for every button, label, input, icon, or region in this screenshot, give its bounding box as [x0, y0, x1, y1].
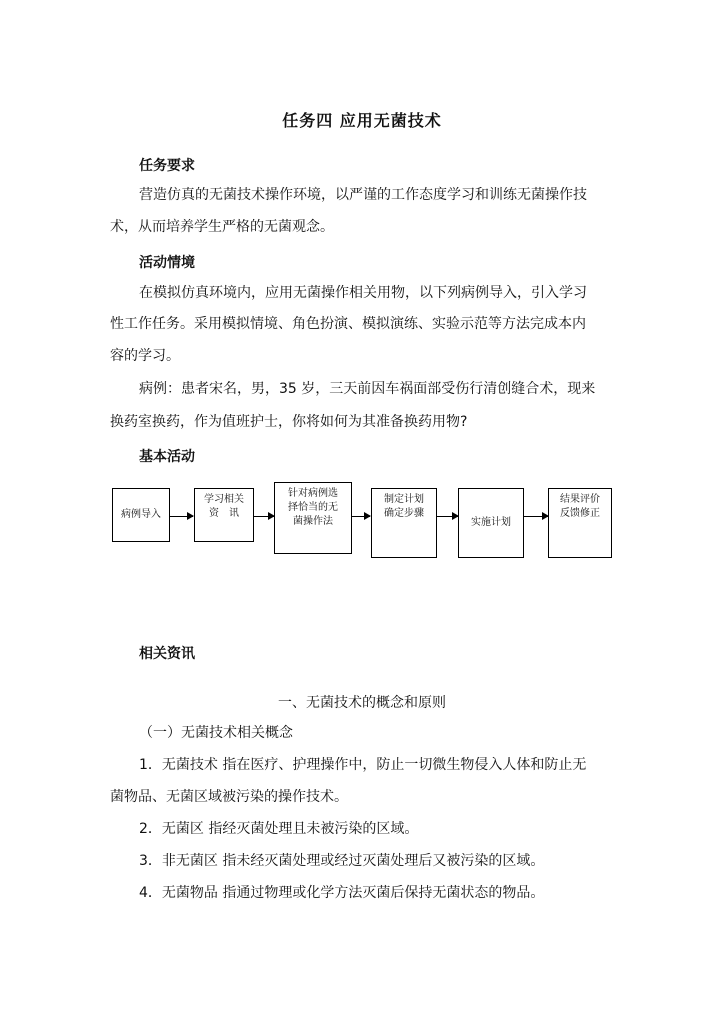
concept-item-4: 4．无菌物品 指通过物理或化学方法灭菌后保持无菌状态的物品。: [139, 885, 545, 901]
heading-info: 相关资讯: [139, 646, 195, 662]
flow-step-4-label: 制定计划 确定步骤: [384, 494, 424, 519]
flow-step-2: [194, 488, 254, 542]
flow-arrow-1: [170, 516, 193, 517]
info-subtitle: 一、无菌技术的概念和原则: [278, 695, 446, 711]
flow-step-4: [371, 488, 437, 558]
requirements-line-1: 营造仿真的无菌技术操作环境，以严谨的工作态度学习和训练无菌操作技: [139, 187, 587, 203]
scenario-line-2: 性工作任务。采用模拟情境、角色扮演、模拟演练、实验示范等方法完成本内: [110, 316, 586, 332]
page-title: 任务四 应用无菌技术: [282, 111, 442, 130]
scenario-line-1: 在模拟仿真环境内，应用无菌操作相关用物，以下列病例导入，引入学习: [139, 285, 587, 301]
flow-arrow-5: [524, 516, 548, 517]
concept-item-2: 2．无菌区 指经灭菌处理且未被污染的区域。: [139, 821, 419, 837]
heading-scenario: 活动情境: [139, 255, 195, 271]
concept-item-3: 3．非无菌区 指未经灭菌处理或经过灭菌处理后又被污染的区域。: [139, 853, 545, 869]
info-subsection: （一）无菌技术相关概念: [139, 725, 293, 741]
concept-item-1-line-2: 菌物品、无菌区域被污染的操作技术。: [110, 789, 348, 805]
flow-arrow-2: [254, 516, 274, 517]
flow-arrow-4: [437, 516, 458, 517]
flow-step-1: [112, 488, 170, 542]
flow-step-3: [274, 482, 352, 554]
flow-step-6-label: 结果评价 反馈修正: [560, 494, 600, 519]
flow-step-1-label: 病例导入: [121, 509, 161, 520]
case-line-1: 病例：患者宋名，男，35 岁，三天前因车祸面部受伤行清创缝合术，现来: [139, 381, 596, 397]
flow-arrow-3: [352, 516, 370, 517]
flow-step-6: [548, 488, 612, 558]
flow-step-5-label: 实施计划: [471, 517, 511, 528]
heading-activities: 基本活动: [139, 449, 195, 465]
scenario-line-3: 容的学习。: [110, 348, 180, 364]
flow-step-2-label: 学习相关 资 讯: [204, 494, 244, 519]
heading-requirements: 任务要求: [139, 158, 195, 174]
flow-chart: [110, 480, 614, 560]
concept-item-1-line-1: 1．无菌技术 指在医疗、护理操作中，防止一切微生物侵入人体和防止无: [139, 757, 587, 773]
requirements-line-2: 术，从而培养学生严格的无菌观念。: [110, 219, 334, 235]
flow-step-3-label: 针对病例选 择恰当的无 菌操作法: [288, 488, 338, 527]
flow-step-5: [458, 488, 524, 558]
case-line-2: 换药室换药，作为值班护士，你将如何为其准备换药用物?: [110, 414, 468, 430]
